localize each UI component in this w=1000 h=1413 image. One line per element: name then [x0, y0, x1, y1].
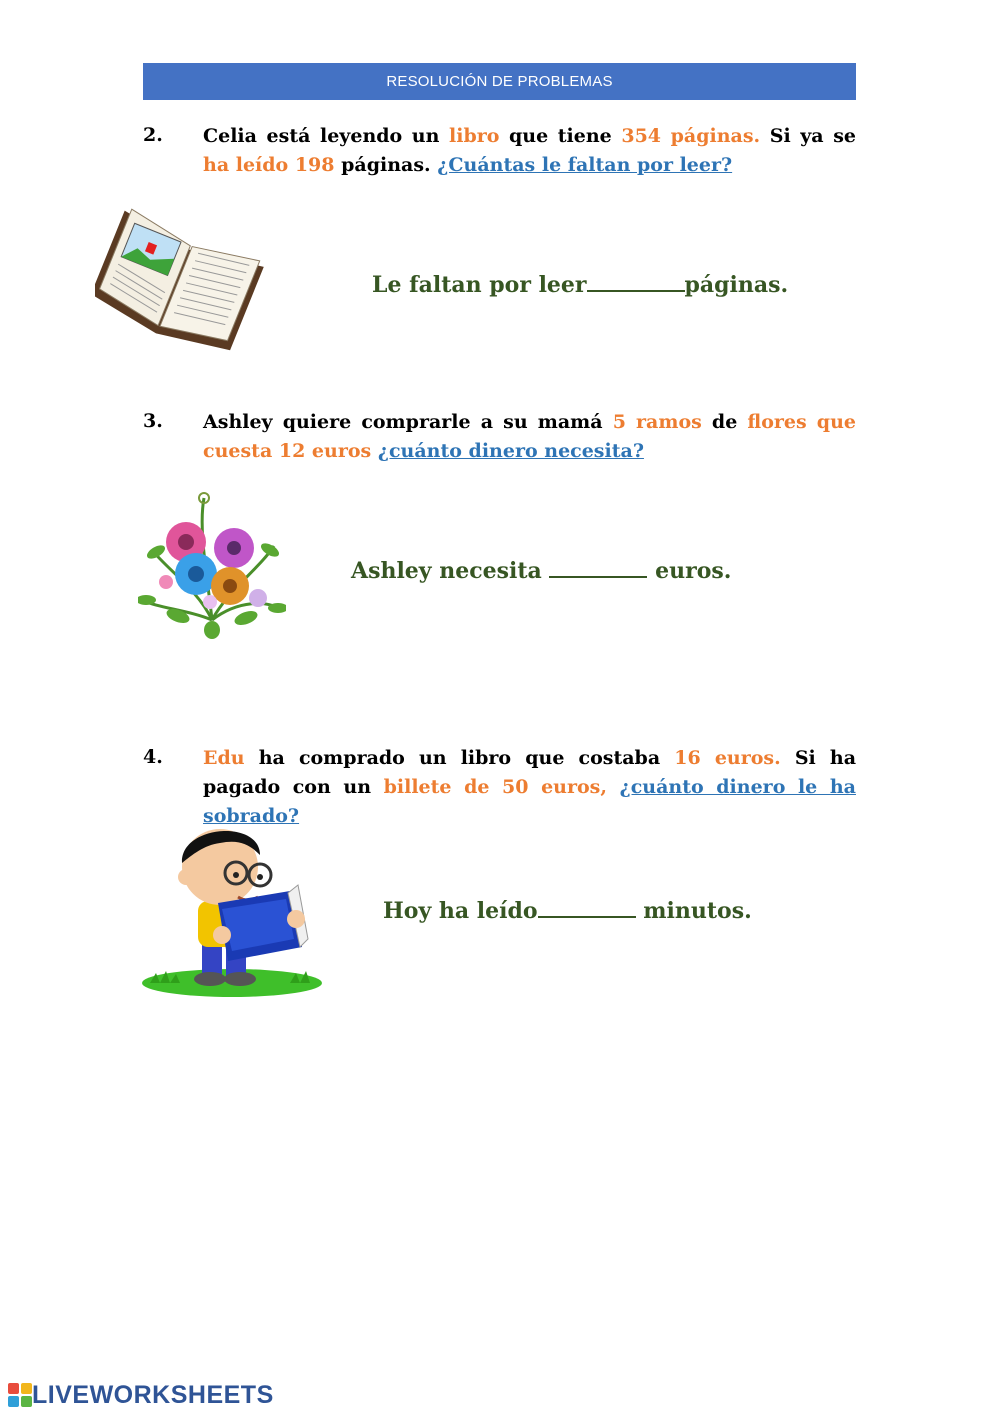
question-segment: 354 páginas.	[621, 125, 761, 147]
problem-text	[203, 408, 856, 466]
question-segment	[371, 440, 378, 462]
question-segment: ha leído 198	[203, 154, 335, 176]
answer-text-after: páginas.	[684, 272, 789, 298]
question-segment	[607, 776, 620, 798]
question-segment: billete de 50 euros,	[383, 776, 607, 798]
answer-text-before: Hoy ha leído	[383, 898, 538, 924]
boy-reading-icon	[140, 815, 326, 1000]
question-segment: libro	[449, 125, 500, 147]
answer-text-after: euros.	[647, 558, 732, 584]
question-segment: Si ha pagado con un	[203, 747, 857, 798]
question-segment: ¿Cuántas le faltan por leer?	[437, 154, 733, 176]
question-segment: Ashley quiere comprarle a su mamá	[203, 411, 613, 433]
answer-line	[351, 558, 731, 584]
answer-text-after: minutos.	[635, 898, 752, 924]
answer-blank[interactable]	[538, 898, 636, 918]
question-segment: Si ya se	[760, 125, 856, 147]
question-segment: que tiene	[499, 125, 622, 147]
question-segment: Edu	[203, 747, 245, 769]
answer-line	[372, 272, 788, 298]
problem-number: 3.	[143, 410, 163, 432]
question-segment: flores que cuesta 12 euros	[203, 411, 856, 462]
logo-blocks-icon	[8, 1383, 32, 1407]
problem-number: 2.	[143, 124, 163, 146]
answer-text-before: Le faltan por leer	[372, 272, 587, 298]
page-title-banner: RESOLUCIÓN DE PROBLEMAS	[143, 63, 856, 100]
problem-text	[203, 122, 856, 180]
answer-blank[interactable]	[587, 272, 685, 292]
problem-number: 4.	[143, 746, 163, 768]
question-segment: ¿cuánto dinero necesita?	[377, 440, 644, 462]
question-segment: Celia está leyendo un	[203, 125, 450, 147]
answer-text-before: Ashley necesita	[351, 558, 550, 584]
flower-bouquet-icon	[138, 490, 286, 640]
open-book-icon	[95, 196, 265, 352]
question-segment: de	[701, 411, 748, 433]
answer-line	[383, 898, 752, 924]
liveworksheets-logo	[8, 1381, 274, 1409]
question-segment: 16 euros.	[674, 747, 781, 769]
question-segment: 5 ramos	[612, 411, 702, 433]
logo-text: LIVEWORKSHEETS	[32, 1380, 274, 1409]
question-segment: ¿cuánto dinero le ha sobrado?	[203, 776, 856, 827]
answer-blank[interactable]	[549, 558, 647, 578]
question-segment: páginas.	[334, 154, 438, 176]
question-segment: ha comprado un libro que costaba	[244, 747, 675, 769]
